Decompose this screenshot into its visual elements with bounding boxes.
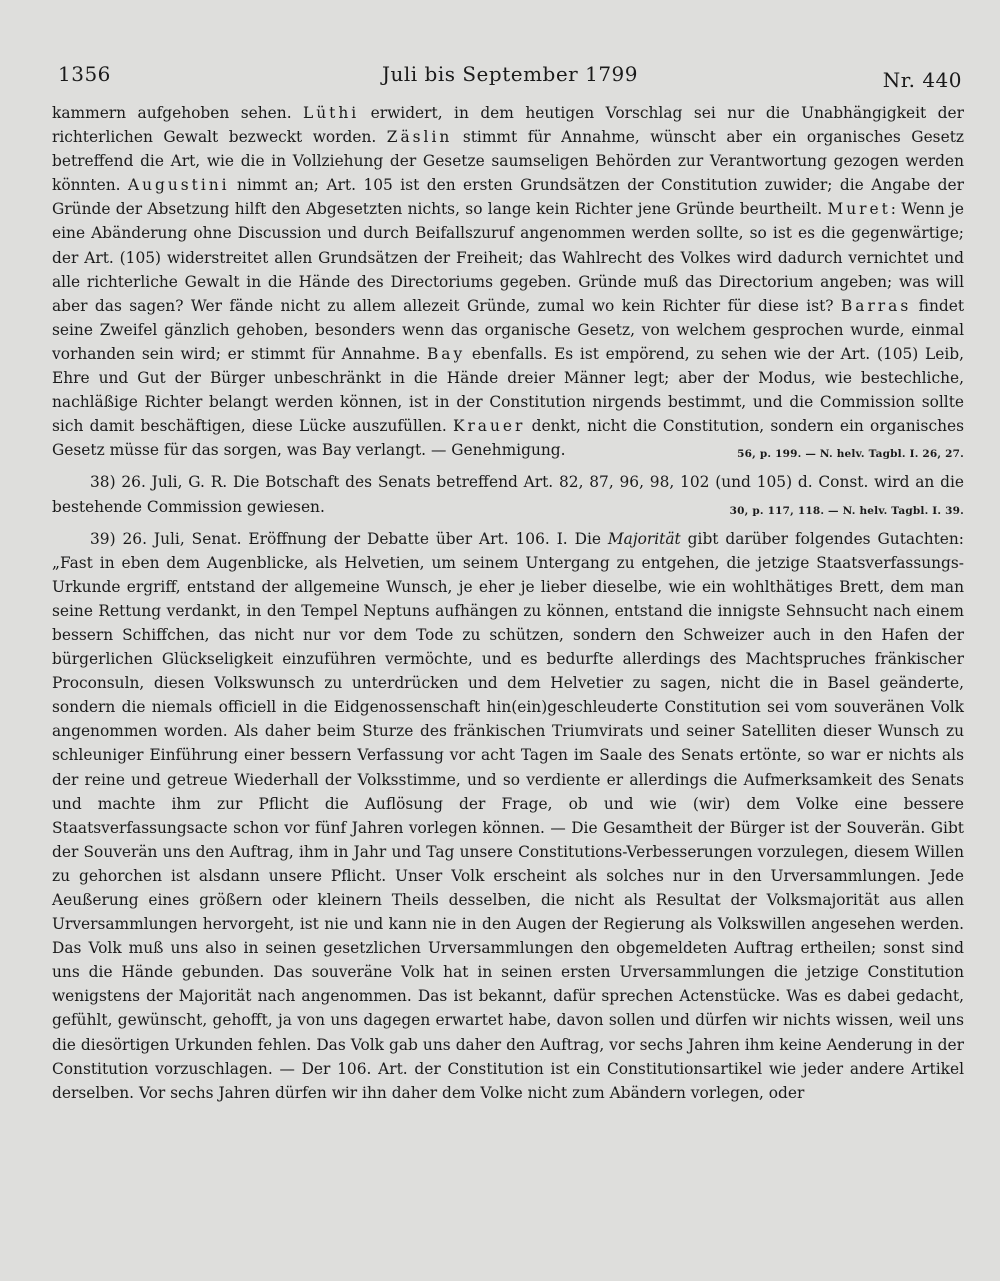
running-title: Juli bis September 1799 <box>381 62 638 86</box>
emphasis-majoritaet: Majorität <box>607 529 681 548</box>
speaker-name: Bay <box>426 344 466 363</box>
text-run: stimmt für Annahme, wünscht aber ein organisches Gesetz betreffend die Art, wie die in Vollziehung der Gesetze saumseligen Behörden zur Verantwortung gezogen werden könnten. <box>52 128 964 195</box>
speaker-name: Lüthi <box>303 104 360 122</box>
text-run: ebenfalls. Es ist empörend, zu sehen wie der Art. (105) Leib, Ehre und Gut der Bürger unbeschränkt in die Hände dreier Männer legt; aber der Modus, wie bestechliche, nachläßige Richter belangt werden können, ist in der Constitution nirgends bestimmt, und die Commission sollte sich damit beschäftigen, diese Lücke auszufüllen. <box>52 344 965 436</box>
text-run: findet seine Zweifel gänzlich gehoben, besonders wenn das organische Gesetz, von welchem gesprochen wurde, einmal vorhanden sein wird; er stimmt für Annahme. <box>52 296 965 363</box>
speaker-name: Muret <box>827 200 891 219</box>
text-run: 38) 26. Juli, G. R. Die Botschaft des Senats betreffend Art. 82, 87, 96, 98, 102 (und 105) d. Const. wird an die bestehende Commission gewiesen. <box>52 473 964 516</box>
text-run: nimmt an; Art. 105 ist den ersten Grundsätzen der Constitution zuwider; die Angabe der Gründe der Absetzung hilft den Abgesetzten nichts, so lange kein Richter jene Gründe beurtheilt. <box>52 176 964 219</box>
page-header <box>58 62 962 92</box>
text-run: gibt darüber folgendes Gutachten: „Fast in eben dem Augenblicke, als Helvetien, um seinem Untergang zu entgehen, die jetzige Staatsverfassungs-Urkunde ergriff, entstand der allgemeine Wunsch, je eher je lieber dieselbe, wie ein wohlthätiges Brett, dem man seine Rettung verdankt, in den Tempel Neptuns aufhängen zu können, entstand die innigste Sehnsucht nach einem bessern Schiffchen, das nicht nur vor dem Tode zu schützen, sondern den Schweizer auch in den Hafen der bürgerlichen Glückseligkeit einzuführen vermöchte, und es bedurfte allerdings des Machtspruches fränkischer Proconsuln, diesen Volkswunsch zu unterdrücken und dem Helvetier zu sagen, nicht die in Basel geänderte, sondern die niemals officiell in die Eidgenossenschaft hin(ein)geschleuderte Constitution sei vom souveränen Volk angenommen worden. Als daher beim Sturze des fränkischen Triumvirats und seiner Satelliten dieser Wunsch zu schleuniger Einführung einer bessern Verfassung vor acht Tagen im Saale des Senats ertönte, so war er nichts als der reine und getreue Wiederhall der Volksstimme, und so verdiente er allerdings die Aufmerksamkeit des Senats und machte ihm zur Pflicht die Auflösung der Frage, ob und wie (wir) dem Volke eine bessere Staatsverfassungsacte schon vor fünf Jahren vorlegen können. — Die Gesamtheit der Bürger ist der Souverän. Gibt der Souverän uns den Auftrag, ihm in Jahr und Tag unsere Constitutions-Verbesserungen vorzulegen, diesem Willen zu gehorchen ist alsdann unsere Pflicht. Unser Volk erscheint als solches nur in den Urversammlungen. Jede Aeußerung eines größern oder kleinern Theils desselben, die nicht als Resultat der Volksmajorität aus allen Urversammlungen hervorgeht, ist nie und kann nie in den Augen der Regierung als Volkswillen angesehen werden. Das Volk muß uns also in seinen gesetzlichen Urversammlungen den obgemeldeten Auftrag ertheilen; sonst sind uns die Hände gebunden. Das souveräne Volk hat in seinen ersten Urversammlungen die jetzige Constitution wenigstens der Majorität nach angenommen. Das ist bekannt, dafür sprechen Actenstücke. Was es dabei gedacht, gefühlt, gewünscht, gehofft, ja von uns dagegen erwartet habe, davon sollen und dürfen wir nichts wissen, weil uns die diesörtigen Urkunden fehlen. Das Volk gab uns daher den Auftrag, vor sechs Jahren ihm keine Aenderung in der Constitution vorzuschlagen. — Der 106. Art. der Constitution ist ein Constitutionsartikel wie jeder andere Artikel derselben. Vor sechs Jahren dürfen wir ihn daher dem Volke nicht zum Abändern vorlegen, oder <box>52 529 964 1102</box>
text-run: kammern aufgehoben sehen. <box>52 104 304 122</box>
speaker-name: Krauer <box>452 417 526 436</box>
page-number: 1356 <box>58 62 111 86</box>
document-number: Nr. 440 <box>882 68 962 92</box>
text-run: 39) 26. Juli, Senat. Eröffnung der Debatte über Art. 106. I. Die <box>90 529 608 548</box>
paragraph-continuation <box>52 101 964 462</box>
page-body <box>52 101 964 1105</box>
paragraph-39 <box>52 527 964 1105</box>
text-run: : Wenn je eine Abänderung ohne Discussion und durch Beifallszuruf angenommen werden sollte, so ist es die gegenwärtige; der Art. (105) widerstreitet allen Grundsätzen der Freiheit; das Wahlrecht des Volkes wird dadurch vernichtet und alle richterliche Gewalt in die Hände des Directoriums gegeben. Gründe muß das Directorium angeben; was will aber das sagen? Wer fände nicht zu allem allezeit Gründe, zumal wo kein Richter für diese ist? <box>52 200 964 315</box>
speaker-name: Augustini <box>127 176 230 195</box>
text-run: denkt, nicht die Constitution, sondern ein organisches Gesetz müsse für das sorgen, was Bay verlangt. — Genehmigung. <box>52 417 964 460</box>
speaker-name: Barras <box>840 296 912 315</box>
source-reference: 56, p. 199. — N. helv. Tagbl. I. 26, 27. <box>737 448 964 461</box>
paragraph-38 <box>52 470 964 518</box>
text-run: erwidert, in dem heutigen Vorschlag sei nur die Unabhängigkeit der richterlichen Gewalt bezweckt worden. <box>52 104 964 147</box>
source-reference: 30, p. 117, 118. — N. helv. Tagbl. I. 39. <box>729 504 964 517</box>
speaker-name: Zäslin <box>386 128 453 147</box>
